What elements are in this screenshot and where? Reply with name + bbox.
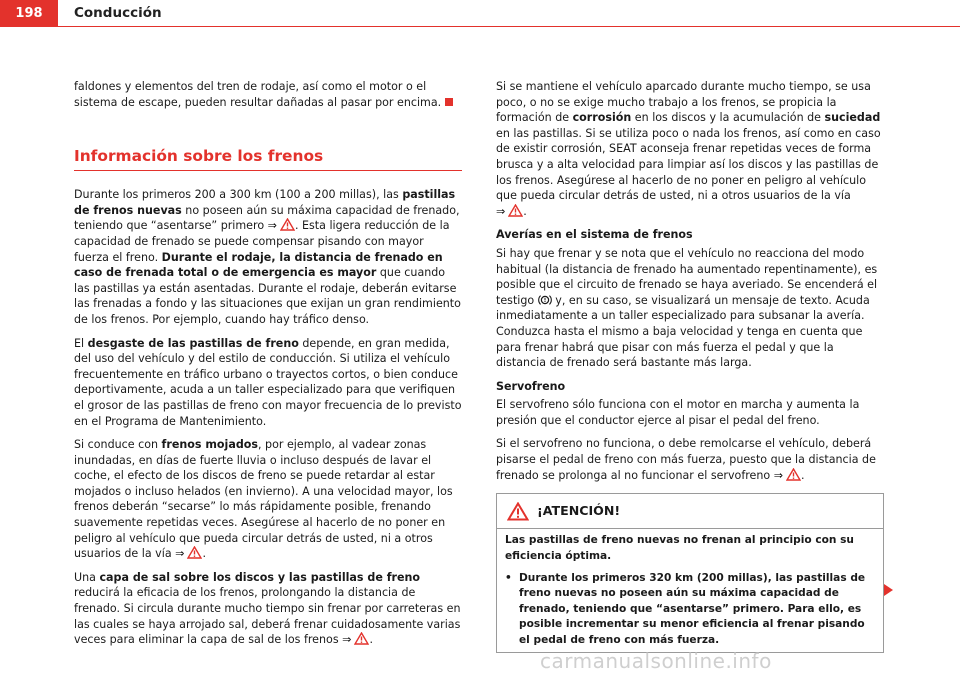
text: no poseen aún su máxima capacidad de frenado, teniendo que “asentarse” primero — [74, 203, 460, 233]
next-page-arrow-icon[interactable] — [884, 584, 893, 596]
arrow-icon: ⇒ — [267, 219, 277, 233]
warning-triangle-icon — [280, 218, 295, 231]
running-title: Conducción — [74, 5, 162, 21]
header-rule — [58, 26, 960, 27]
text: depende, en gran medida, del uso del vehículo y del estilo de conducción. Si utiliza el vehículo frecuentemente en tráfico urbano o trayectos cortos, o bien conduce deportivamente, acuda a un taller especializado para que verifiquen el grosor de las pastillas de freno con mayor frecuencia de lo previsto en el Programa de Mantenimiento. — [74, 336, 462, 428]
salt-layer-paragraph — [74, 570, 462, 648]
servo-heading: Servofreno — [496, 379, 566, 393]
warning-reference[interactable] — [496, 205, 523, 218]
faults-paragraph — [496, 246, 884, 371]
text: en las pastillas. Si se utiliza poco o nada los frenos, así como en caso de existir corrosión, SEAT aconseja frenar repetidas veces de forma brusca y a alta velocidad para limpiar así los discos y las pastillas de los frenos. Asegúrese al hacerlo de no poner en peligro al vehículo que pueda circular detrás de usted, ni a otros usuarios de la vía — [496, 126, 881, 203]
section-title: Información sobre los frenos — [74, 147, 324, 166]
text: El — [74, 336, 88, 350]
bold-text: corrosión — [572, 111, 632, 125]
warning-title: ¡ATENCIÓN! — [537, 503, 621, 519]
intro-text: faldones y elementos del tren de rodaje, así como el motor o el sistema de escape, pueden resultar dañadas al pasar por encima. — [74, 80, 442, 109]
new-brake-pads-paragraph — [74, 187, 462, 327]
servo-fail-paragraph — [496, 436, 884, 483]
text: Durante los primeros 200 a 300 km (100 a 200 millas), las — [74, 188, 403, 202]
warning-text: Las pastillas de freno nuevas no frenan al principio con su eficiencia óptima. — [505, 534, 854, 562]
warning-triangle-icon — [508, 204, 523, 217]
text: que cuando las pastillas ya están asentadas. Durante el rodaje, deberán evitarse las frenadas a fondo y las situaciones que exijan un gran rendimiento de los frenos. Por ejemplo, cuando hay tráfico denso. — [74, 266, 461, 326]
arrow-icon: ⇒ — [175, 547, 185, 561]
bold-text: suciedad — [824, 111, 881, 125]
bold-text: Durante el rodaje, la distancia de frenado en caso de frenada total o de emergencia es mayor — [74, 250, 443, 280]
text: . — [801, 468, 805, 482]
text: . — [523, 204, 527, 218]
text: , por ejemplo, al vadear zonas inundadas, en días de fuerte lluvia o incluso después de lavar el coche, el efecto de los discos de freno se puede retardar al estar mojados o incluso helados (en invierno). A una velocidad mayor, los frenos deberán “secarse” lo más rápidamente posible, frenando suavemente repetidas veces. Asegúrese al hacerlo de no poner en peligro al vehículo que pueda circular detrás de usted, ni a otros usuarios de la vía — [74, 438, 453, 561]
section-rule — [74, 170, 462, 171]
arrow-icon: ⇒ — [342, 633, 352, 647]
warning-header — [497, 494, 883, 529]
warning-reference[interactable] — [342, 633, 369, 646]
warning-body — [497, 529, 883, 652]
text: . — [202, 547, 206, 561]
watermark: carmanualsonline.info — [540, 649, 772, 673]
text: . — [369, 633, 373, 647]
text: Si se mantiene el vehículo aparcado durante mucho tiempo, se usa poco, o no se exige mucho trabajo a los frenos, se propicia la formación de — [496, 80, 871, 125]
intro-paragraph — [74, 79, 462, 110]
arrow-icon: ⇒ — [496, 204, 506, 218]
text: Si hay que frenar y se nota que el vehículo no reacciona del modo habitual (la distancia de frenado ha aumentado repentinamente), es posible que el circuito de frenado se haya averiado. Se encenderá el testigo — [496, 246, 878, 307]
text: . Esta ligera reducción de la capacidad de frenado se puede compensar pisando con mayor fuerza el freno. — [74, 219, 450, 264]
warning-triangle-icon — [786, 468, 801, 481]
bold-text: capa de sal sobre los discos y las pastillas de freno — [99, 570, 421, 584]
warning-reference[interactable] — [175, 547, 202, 560]
warning-reference[interactable] — [268, 219, 295, 232]
bold-text: pastillas de frenos nuevas — [74, 188, 456, 217]
corrosion-paragraph — [496, 79, 884, 219]
text: reducirá la eficacia de los frenos, prolongando la distancia de frenado. Si circula durante mucho tiempo sin frenar por carreteras en las cuales se haya arrojado sal, deberá frenar cuidadosamente varias veces para eliminar la capa de sal de los frenos — [74, 586, 461, 647]
right-column — [496, 79, 884, 653]
warning-triangle-icon — [354, 632, 369, 645]
left-column — [74, 79, 462, 656]
warning-list-item — [505, 571, 873, 648]
pad-wear-paragraph — [74, 336, 462, 430]
text: y, en su caso, se visualizará un mensaje de texto. Acuda inmediatamente a un taller especializado para subsanar la avería. Conduzca hasta el mismo a baja velocidad y tenga en cuenta que para frenar habrá que pisar con más fuerza el pedal y que la distancia de frenado será bastante más larga. — [496, 293, 870, 370]
arrow-icon: ⇒ — [773, 468, 784, 482]
brake-warning-light-icon — [538, 294, 552, 306]
bold-text: frenos mojados — [161, 438, 258, 452]
bullet-icon: • — [505, 572, 512, 585]
text: Una — [74, 570, 100, 584]
warning-reference[interactable] — [774, 469, 801, 482]
servo-paragraph: El servofreno sólo funciona con el motor en marcha y aumenta la presión que el conductor ejerce al pisar el pedal del freno. — [496, 398, 860, 427]
page-number: 198 — [0, 0, 58, 27]
faults-heading: Averías en el sistema de frenos — [496, 228, 693, 242]
text: Si conduce con — [74, 438, 162, 452]
text: Si el servofreno no funciona, o debe remolcarse el vehículo, deberá pisarse el pedal de freno con más fuerza, puesto que la distancia de frenado se prolonga al no funcionar el servofreno — [496, 437, 876, 482]
warning-triangle-icon — [507, 502, 529, 521]
warning-list-text: Durante los primeros 320 km (200 millas), las pastillas de freno nuevas no poseen aún su máxima capacidad de frenado, teniendo que “asentarse” primero. Para ello, es posible incrementar su menor eficiencia al frenar pisando el pedal de freno con más fuerza. — [519, 572, 866, 646]
text: en los discos y la acumulación de — [631, 111, 825, 125]
warning-box — [496, 493, 884, 653]
bold-text: desgaste de las pastillas de freno — [87, 336, 299, 350]
wet-brakes-paragraph — [74, 437, 462, 562]
warning-triangle-icon — [187, 546, 202, 559]
end-of-section-icon — [445, 98, 453, 106]
